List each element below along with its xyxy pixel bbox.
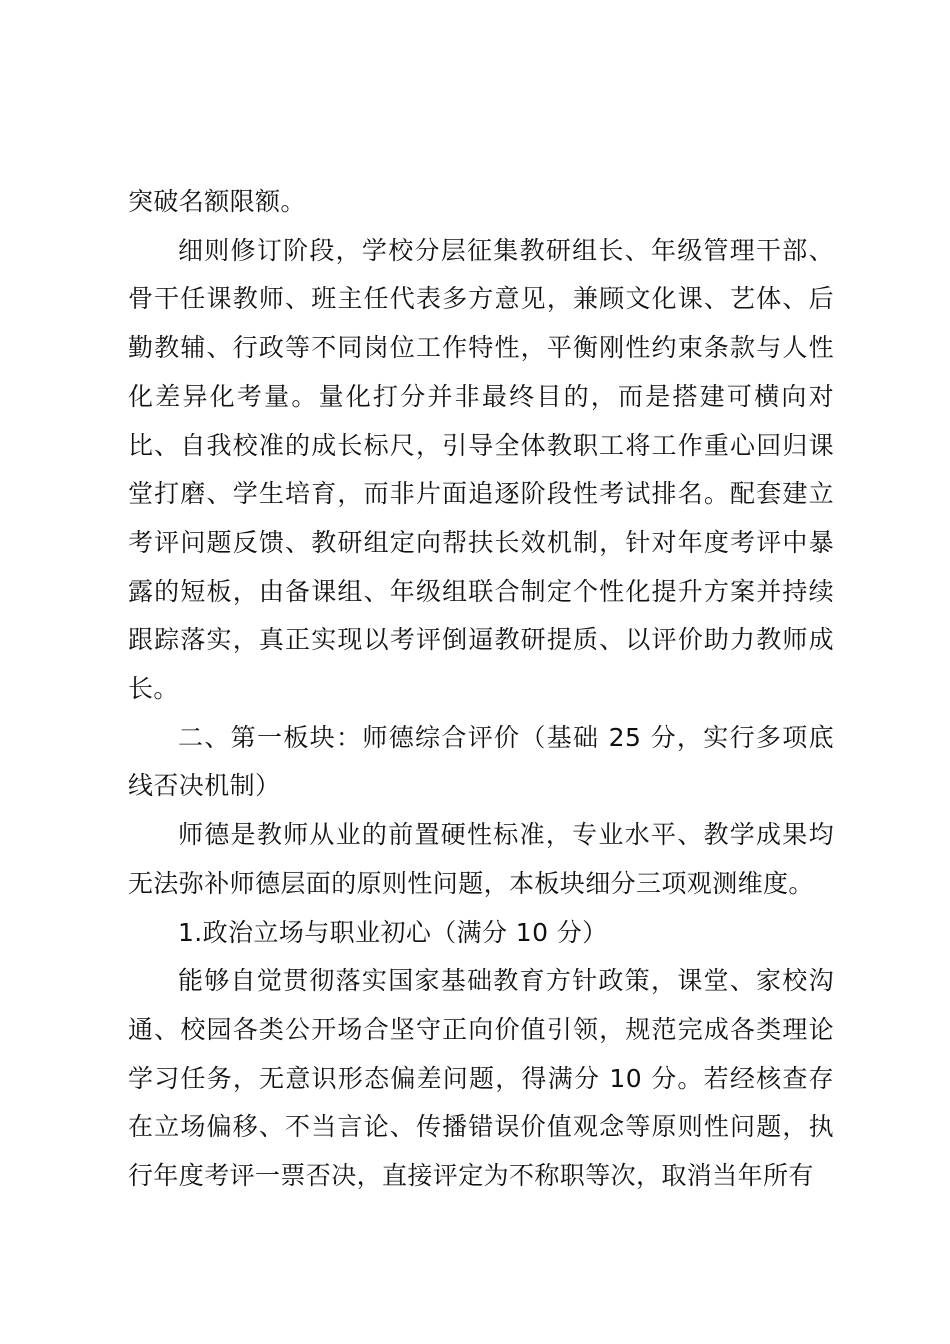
subheading-political-stance: 1.政治立场与职业初心（满分 10 分） bbox=[178, 917, 608, 947]
paragraph-political-stance: 能够自觉贯彻落实国家基础教育方针政策，课堂、家校沟通、校园各类公开场合坚守正向价值引领，规范完成各类理论学习任务，无意识形态偏差问题，得满分 10 分。若经核查存在立场偏移、不当言论、传播错误价值观念等原则性问题，执行年度考评一票否决，直接评定为不称职等次，取消当年所有 bbox=[128, 966, 834, 1191]
document-body bbox=[128, 178, 834, 1201]
section-heading-ethics: 二、第一板块：师德综合评价（基础 25 分，实行多项底线否决机制） bbox=[128, 722, 834, 801]
paragraph-ethics-intro: 师德是教师从业的前置硬性标准，专业水平、教学成果均无法弥补师德层面的原则性问题，本板块细分三项观测维度。 bbox=[128, 820, 834, 898]
paragraph-continuation: 突破名额限额。 bbox=[128, 187, 306, 216]
paragraph-revision-stage: 细则修订阶段，学校分层征集教研组长、年级管理干部、骨干任课教师、班主任代表多方意见，兼顾文化课、艺体、后勤教辅、行政等不同岗位工作特性，平衡刚性约束条款与人性化差异化考量。量化打分并非最终目的，而是搭建可横向对比、自我校准的成长标尺，引导全体教职工将工作重心回归课堂打磨、学生培育，而非片面追逐阶段性考试排名。配套建立考评问题反馈、教研组定向帮扶长效机制，针对年度考评中暴露的短板，由备课组、年级组联合制定个性化提升方案并持续跟踪落实，真正实现以考评倒逼教研提质、以评价助力教师成长。 bbox=[128, 235, 834, 704]
